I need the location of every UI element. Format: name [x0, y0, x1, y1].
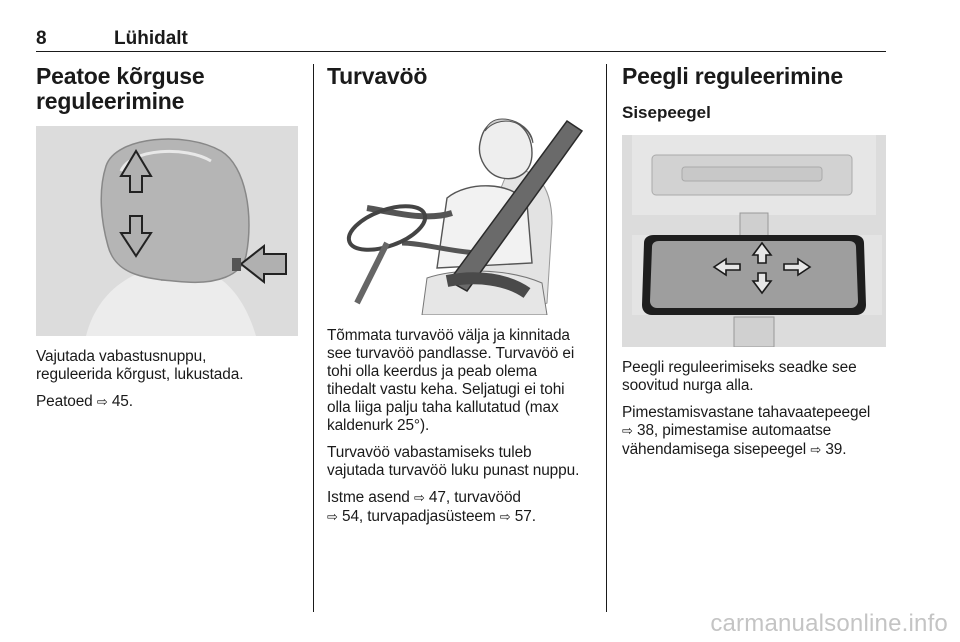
headrest-section	[36, 64, 300, 412]
mirror-section	[622, 64, 890, 460]
reference-arrow-icon: ⇨	[810, 443, 822, 458]
headrest-title: Peatoe kõrguse reguleerimine	[36, 63, 205, 114]
seatbelt-title: Turvavöö	[327, 63, 428, 89]
page-link[interactable]: 38, pimestamise automaatse	[636, 422, 832, 439]
mirror-illustration	[622, 135, 890, 347]
seatbelt-section	[327, 64, 593, 527]
page-link[interactable]: 57.	[514, 508, 536, 525]
seatbelt-references: Istme asend ⇨ 47, turvavööd ⇨ 54, turvapadjasüsteem ⇨ 57.	[327, 489, 536, 525]
reference-arrow-icon: ⇨	[499, 510, 511, 525]
page-header	[36, 28, 886, 52]
headrest-reference: Peatoed ⇨ 45.	[36, 393, 133, 410]
mirror-references: Pimestamisvastane tahavaatepeegel ⇨ 38, pimestamise automaatse vähendamisega sisepeegel ⇨ 39.	[622, 404, 871, 458]
page-number: 8	[36, 28, 47, 49]
headrest-illustration	[36, 126, 300, 336]
seatbelt-instructions: Tõmmata turvavöö välja ja kinnitada see turvavöö pandlasse. Turvavöö ei tohi olla keerdus ja peab olema tihedalt vastu keha. Seljatugi ei tohi olla liiga palju taha kallutatud (max kaldenurk 25°).	[327, 327, 575, 434]
page-link[interactable]: 54, turvapadjasüsteem	[341, 508, 496, 525]
mirror-instructions: Peegli reguleerimiseks seadke see soovitud nurga alla.	[622, 359, 857, 394]
reference-arrow-icon: ⇨	[413, 491, 425, 506]
page-link[interactable]: 45.	[111, 393, 133, 410]
headrest-instructions: Vajutada vabastusnuppu, reguleerida kõrgust, lukustada.	[36, 348, 244, 383]
column-divider-2	[606, 64, 607, 612]
page-link[interactable]: 39.	[825, 441, 847, 458]
watermark: carmanualsonline.info	[710, 610, 948, 637]
reference-arrow-icon: ⇨	[327, 510, 338, 525]
reference-arrow-icon: ⇨	[96, 395, 108, 410]
page-link[interactable]: 47, turvavööd	[428, 489, 521, 506]
seatbelt-release-text: Turvavöö vabastamiseks tuleb vajutada turvavöö luku punast nuppu.	[327, 444, 580, 479]
column-divider-1	[313, 64, 314, 612]
chapter-title: Lühidalt	[114, 28, 188, 49]
mirror-title: Peegli reguleerimine	[622, 63, 843, 89]
reference-arrow-icon: ⇨	[622, 424, 633, 439]
seatbelt-illustration	[327, 103, 593, 315]
interior-mirror-subtitle: Sisepeegel	[622, 103, 711, 122]
